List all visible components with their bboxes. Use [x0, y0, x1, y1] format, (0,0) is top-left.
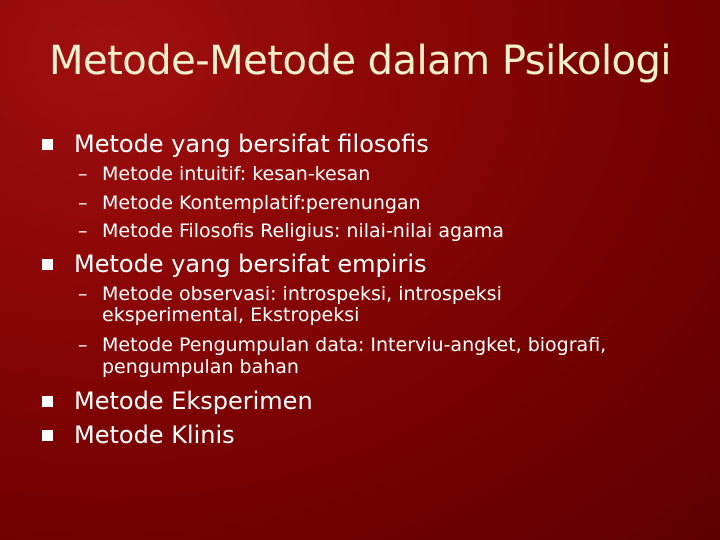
dash-marker: – — [78, 192, 88, 214]
dash-marker: – — [78, 163, 88, 185]
square-bullet-icon — [42, 396, 53, 407]
sub-item-label-line: Metode observasi: introspeksi, introspeksi — [102, 283, 502, 305]
square-bullet-icon — [42, 139, 53, 150]
sub-item-label-line: pengumpulan bahan — [102, 356, 299, 378]
sub-item-label-line: Metode Pengumpulan data: Interviu-angket, biografi, — [102, 334, 607, 356]
sub-item-label: Metode intuitif: kesan-kesan — [102, 163, 371, 185]
dash-marker: – — [78, 334, 88, 356]
list-item-label: Metode Eksperimen — [74, 387, 313, 415]
square-bullet-icon — [42, 430, 53, 441]
sub-item-label: Metode Filosofis Religius: nilai-nilai agama — [102, 220, 504, 242]
dash-marker: – — [78, 283, 88, 305]
list-item-label: Metode Klinis — [74, 421, 235, 449]
square-bullet-icon — [42, 259, 53, 270]
dash-marker: – — [78, 220, 88, 242]
sub-item-label-line: eksperimental, Ekstropeksi — [102, 304, 360, 326]
list-item-label: Metode yang bersifat filosofis — [74, 130, 429, 158]
list-item-label: Metode yang bersifat empiris — [74, 250, 427, 278]
sub-item-label: Metode Kontemplatif:perenungan — [102, 192, 421, 214]
slide-title: Metode-Metode dalam Psikologi — [48, 38, 672, 84]
